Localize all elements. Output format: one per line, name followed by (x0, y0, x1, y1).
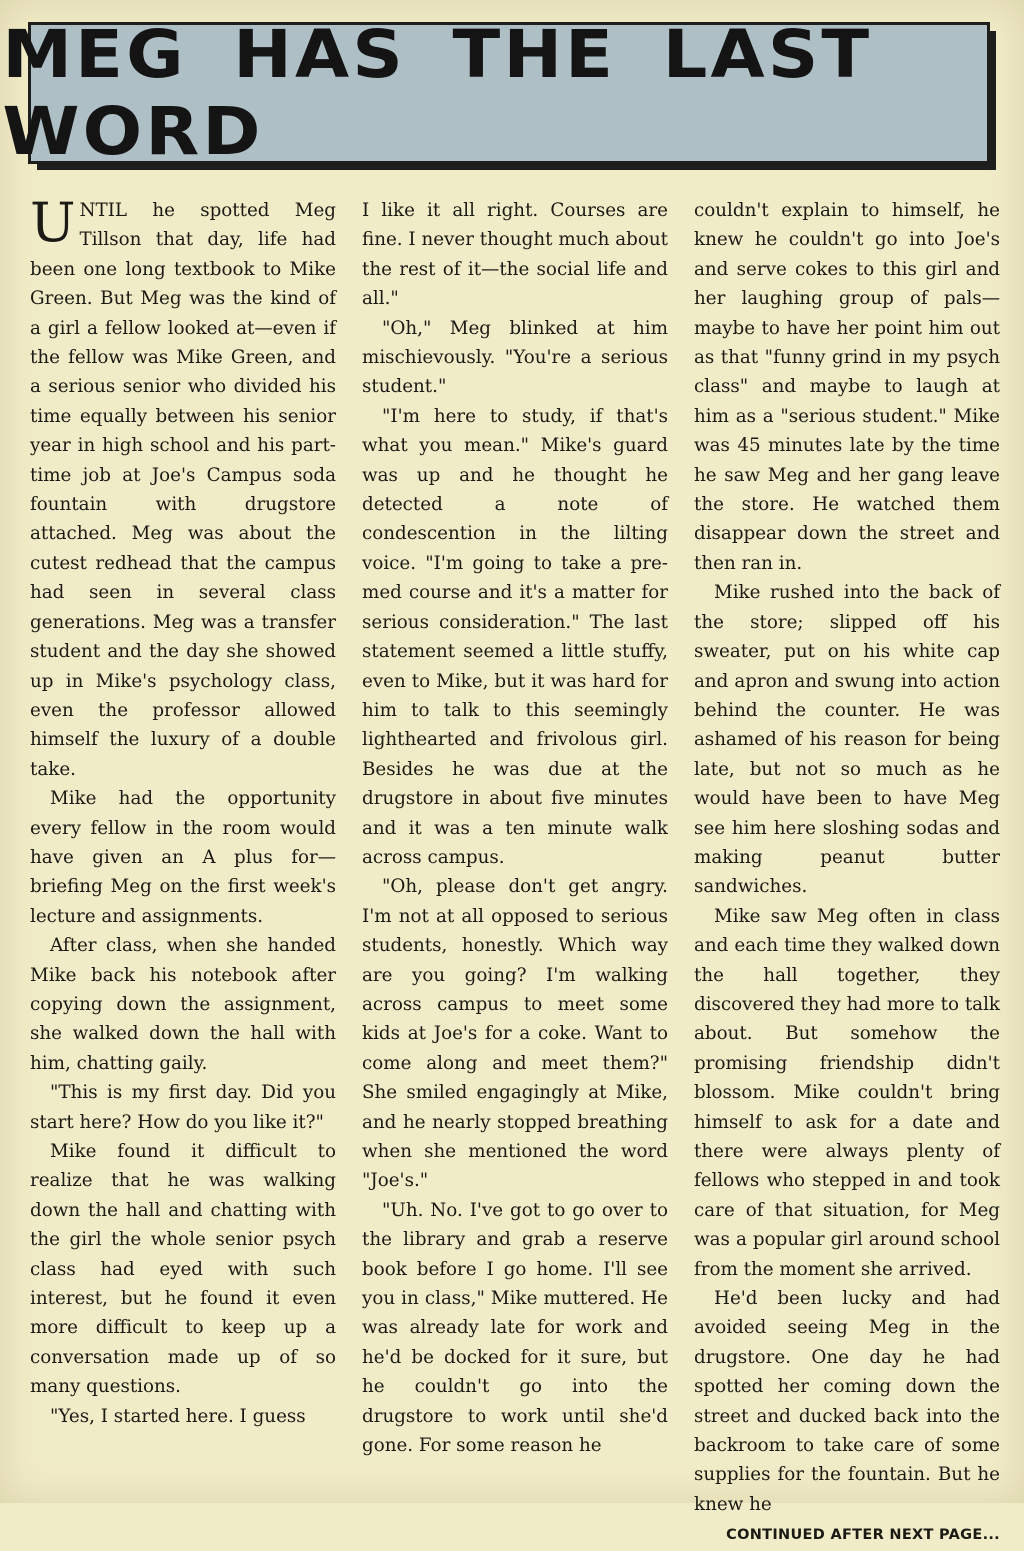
title-banner (2, 16, 990, 170)
paragraph: "Oh, please don't get angry. I'm not at all opposed to serious students, honestly. Which way are you going? I'm walking across campus to meet some kids at Joe's for a coke. Want to come along and meet them?" She smiled engagingly at Mike, and he nearly stopped breathing when she mentioned the word "Joe's." (362, 876, 668, 1192)
paragraph: couldn't explain to himself, he knew he couldn't go into Joe's and serve cokes to this girl and her laughing group of pals—maybe to have her point him out as that "funny grind in my psych class" and maybe to laugh at him as a "serious student." Mike was 45 minutes late by the time he saw Meg and her gang leave the store. He watched them disappear down the street and then ran in. (694, 200, 1000, 574)
paragraph (30, 191, 336, 784)
paragraph: He'd been lucky and had avoided seeing Meg in the drugstore. One day he had spotted her coming down the street and ducked back into the backroom to take care of some supplies for the fountain. But he knew he (694, 1288, 1000, 1515)
continued-notice: CONTINUED AFTER NEXT PAGE... (726, 1527, 1000, 1544)
paragraph: After class, when she handed Mike back his notebook after copying down the assignment, she walked down the hall with him, chatting gaily. (30, 935, 336, 1074)
paragraph: "Yes, I started here. I guess (50, 1405, 306, 1427)
paragraph: "Oh," Meg blinked at him mischievously. "You're a serious student." (362, 317, 668, 398)
drop-cap: U (30, 191, 76, 254)
story-title: MEG HAS THE LAST WORD (2, 16, 873, 170)
text-columns (30, 191, 1000, 1544)
column-2 (362, 196, 668, 1486)
paragraph: "This is my first day. Did you start here? How do you like it?" (30, 1082, 336, 1133)
paragraph: Mike found it difficult to realize that he was walking down the hall and chatting with the girl the whole senior psych class had eyed with such interest, but he found it even more difficult to keep up a conversation made up of so many questions. (30, 1141, 336, 1398)
column-3 (694, 196, 1000, 1544)
paragraph: Mike had the opportunity every fellow in the room would have given an A plus for—briefing Meg on the first week's lecture and assignments. (30, 788, 336, 927)
column-1 (30, 191, 336, 1486)
paragraph: Mike rushed into the back of the store; slipped off his sweater, put on his white cap and apron and swung into action behind the counter. He was ashamed of his reason for being late, but not so much as he would have been to have Meg see him here sloshing sodas and making peanut butter sandwiches. (694, 582, 1000, 898)
paragraph-text: NTIL he spotted Meg Tillson that day, life had been one long textbook to Mike Green. But Meg was the kind of a girl a fellow looked at—even if the fellow was Mike Green, and a serious senior who divided his time equally between his senior year in high school and his part-time job at Joe's Campus soda fountain with drugstore attached. Meg was about the cutest redhead that the campus had seen in several class generations. Meg was a transfer student and the day she showed up in Mike's psychology class, even the professor allowed himself the luxury of a double take. (30, 200, 336, 780)
paragraph: Mike saw Meg often in class and each time they walked down the hall together, they discovered they had more to talk about. But somehow the promising friendship didn't blossom. Mike couldn't bring himself to ask for a date and there were always plenty of fellows who stepped in and took care of that situation, for Meg was a popular girl around school from the moment she arrived. (694, 905, 1000, 1280)
paragraph: "I'm here to study, if that's what you mean." Mike's guard was up and he thought he detected a note of condescention in the lilting voice. "I'm going to take a pre-med course and it's a matter for serious consideration." The last statement seemed a little stuffy, even to Mike, but it was hard for him to talk to this seemingly lighthearted and frivolous girl. Besides he was due at the drugstore in about five minutes and it was a ten minute walk across campus. (362, 405, 668, 868)
paragraph: "Uh. No. I've got to go over to the library and grab a reserve book before I go home. I'll see you in class," Mike muttered. He was already late for work and he'd be docked for it sure, but he couldn't go into the drugstore to work until she'd gone. For some reason he (362, 1199, 668, 1457)
paragraph: I like it all right. Courses are fine. I never thought much about the rest of it—the social life and all." (362, 200, 668, 310)
